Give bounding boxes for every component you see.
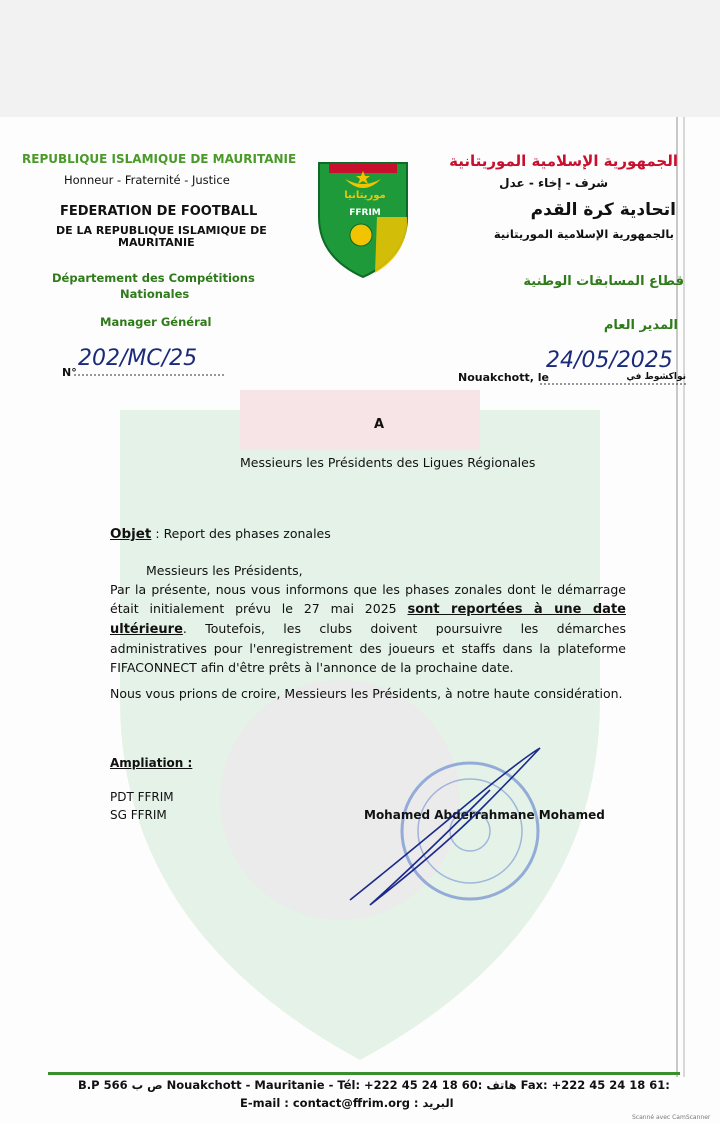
ampliation-item: PDT FFRIM bbox=[110, 790, 174, 804]
scanner-watermark: Scanné avec CamScanner bbox=[632, 1114, 711, 1121]
footer-email: E-mail : contact@ffrim.org : البريد bbox=[240, 1096, 454, 1110]
federation-subtitle-arabic: بالجمهورية الإسلامية الموريتانية bbox=[493, 227, 674, 241]
handwritten-signature bbox=[340, 740, 550, 910]
reference-underline bbox=[74, 372, 224, 378]
logo-text: FFRIM bbox=[349, 208, 381, 218]
reference-prefix: N° bbox=[62, 366, 77, 379]
page-edge bbox=[676, 117, 678, 1077]
subject-text: Report des phases zonales bbox=[163, 526, 331, 541]
date-underline bbox=[540, 381, 686, 387]
federation-name-arabic: اتحادية كرة القدم bbox=[530, 200, 676, 220]
place-arabic: نواكشوط في bbox=[626, 372, 686, 382]
logo-text-arabic: موريتانيا bbox=[344, 190, 386, 201]
country-name: REPUBLIQUE ISLAMIQUE DE MAURITANIE bbox=[22, 152, 297, 166]
footer-contact: B.P 566 ص ب Nouakchott - Mauritanie - Tél: +222 45 24 18 60: هاتف Fax: +222 45 24 18 61: bbox=[78, 1078, 670, 1092]
country-name-arabic: الجمهورية الإسلامية الموريتانية bbox=[449, 152, 678, 170]
role-title: Manager Général bbox=[100, 315, 212, 329]
paragraph-part-2: . Toutefois, les clubs doivent poursuivre les démarches administratives pour l'enregistrement des joueurs et staffs dans la plateforme FIFACONNECT afin d'être prêts à l'annonce de la prochaine date. bbox=[110, 621, 626, 675]
ampliation-label: Ampliation : bbox=[110, 756, 193, 770]
federation-name-line2: DE LA REPUBLIQUE ISLAMIQUE DE bbox=[56, 224, 267, 237]
subject-line bbox=[110, 526, 331, 542]
closing: Nous vous prions de croire, Messieurs les Présidents, à notre haute considération. bbox=[110, 686, 623, 701]
department-name: Département des Compétitions bbox=[52, 271, 255, 285]
date-handwritten: 24/05/2025 bbox=[546, 348, 673, 373]
ffrim-logo bbox=[315, 157, 411, 281]
motto-arabic: شرف - إخاء - عدل bbox=[499, 176, 608, 190]
addressee: Messieurs les Présidents des Ligues Régionales bbox=[240, 455, 536, 470]
paragraph-emphasis: sont reportées à une date ultérieure bbox=[110, 602, 626, 637]
ampliation-item: SG FFRIM bbox=[110, 808, 167, 822]
reference-number-handwritten: 202/MC/25 bbox=[78, 346, 198, 371]
salutation: Messieurs les Présidents, bbox=[146, 563, 303, 578]
department-name-line2: Nationales bbox=[120, 287, 190, 301]
page-edge bbox=[683, 117, 685, 1077]
subject-separator: : bbox=[151, 526, 164, 541]
federation-name: FEDERATION DE FOOTBALL bbox=[60, 204, 258, 219]
footer-rule bbox=[48, 1072, 680, 1075]
role-title-arabic: المدير العام bbox=[603, 318, 678, 333]
watermark-crest bbox=[100, 370, 620, 1070]
department-name-arabic: قطاع المسابقات الوطنية bbox=[523, 274, 684, 289]
signatory-name: Mohamed Abderrahmane Mohamed bbox=[364, 808, 605, 822]
federation-name-line3: MAURITANIE bbox=[118, 236, 195, 249]
motto: Honneur - Fraternité - Justice bbox=[64, 173, 230, 187]
place-date-prefix: Nouakchott, le bbox=[458, 371, 549, 384]
paragraph-part-1: Par la présente, nous vous informons que les phases zonales dont le démarrage était initialement prévu le 27 mai 2025 bbox=[110, 582, 626, 616]
addressee-a: A bbox=[374, 417, 385, 432]
letter-paragraph bbox=[110, 580, 626, 677]
subject-label: Objet bbox=[110, 526, 152, 542]
